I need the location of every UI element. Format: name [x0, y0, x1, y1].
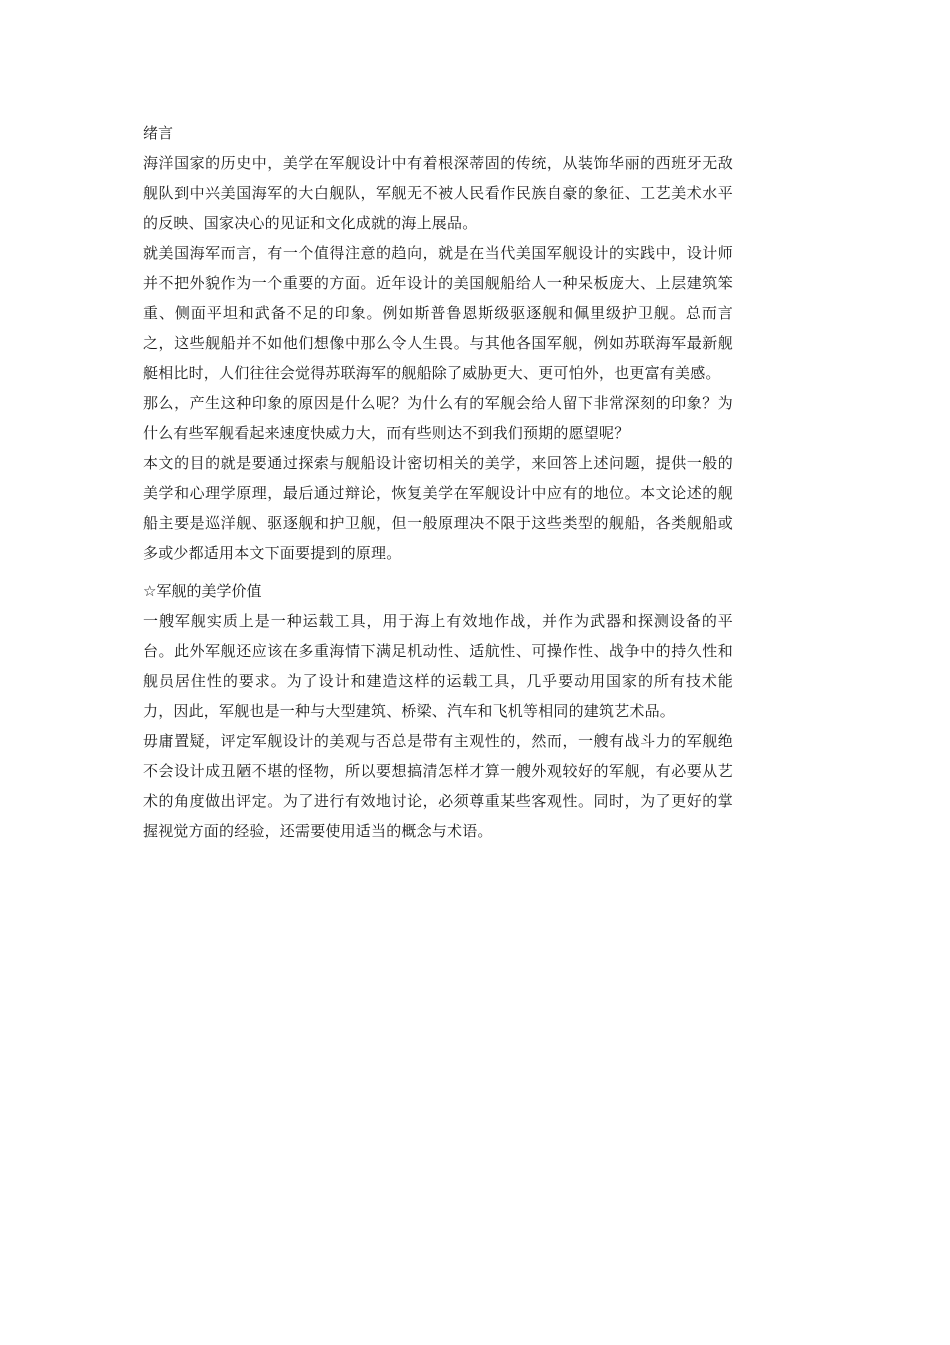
section-heading-aesthetic-value: ☆军舰的美学价值 — [143, 582, 262, 600]
paragraph: 一艘军舰实质上是一种运载工具，用于海上有效地作战，并作为武器和探测设备的平台。此外军舰还应该在多重海情下满足机动性、适航性、可操作性、战争中的持久性和舰员居住性的要求。为了设计和建造这样的运载工具，几乎要动用国家的所有技术能力，因此，军舰也是一种与大型建筑、桥梁、汽车和飞机等相同的建筑艺术品。 — [143, 612, 733, 720]
document-page — [143, 118, 733, 846]
paragraph: 就美国海军而言，有一个值得注意的趋向，就是在当代美国军舰设计的实践中，设计师并不把外貌作为一个重要的方面。近年设计的美国舰船给人一种呆板庞大、上层建筑笨重、侧面平坦和武备不足的印象。例如斯普鲁恩斯级驱逐舰和佩里级护卫舰。总而言之，这些舰船并不如他们想像中那么令人生畏。与其他各国军舰，例如苏联海军最新舰艇相比时，人们往往会觉得苏联海军的舰船除了威胁更大、更可怕外，也更富有美感。 — [143, 244, 733, 382]
paragraph: 那么，产生这种印象的原因是什么呢？为什么有的军舰会给人留下非常深刻的印象？为什么有些军舰看起来速度快威力大，而有些则达不到我们预期的愿望呢？ — [143, 394, 733, 442]
section-heading-introduction: 绪言 — [143, 124, 174, 142]
paragraph: 本文的目的就是要通过探索与舰船设计密切相关的美学，来回答上述问题，提供一般的美学和心理学原理，最后通过辩论，恢复美学在军舰设计中应有的地位。本文论述的舰船主要是巡洋舰、驱逐舰和护卫舰，但一般原理决不限于这些类型的舰船，各类舰船或多或少都适用本文下面要提到的原理。 — [143, 454, 733, 562]
section-aesthetic-value — [143, 576, 733, 846]
section-introduction — [143, 118, 733, 568]
paragraph: 海洋国家的历史中，美学在军舰设计中有着根深蒂固的传统，从装饰华丽的西班牙无敌舰队到中兴美国海军的大白舰队，军舰无不被人民看作民族自豪的象征、工艺美术水平的反映、国家决心的见证和文化成就的海上展品。 — [143, 154, 733, 232]
section-divider-space — [143, 568, 733, 576]
paragraph: 毋庸置疑，评定军舰设计的美观与否总是带有主观性的，然而，一艘有战斗力的军舰绝不会设计成丑陋不堪的怪物，所以要想搞清怎样才算一艘外观较好的军舰，有必要从艺术的角度做出评定。为了进行有效地讨论，必须尊重某些客观性。同时，为了更好的掌握视觉方面的经验，还需要使用适当的概念与术语。 — [143, 732, 733, 840]
